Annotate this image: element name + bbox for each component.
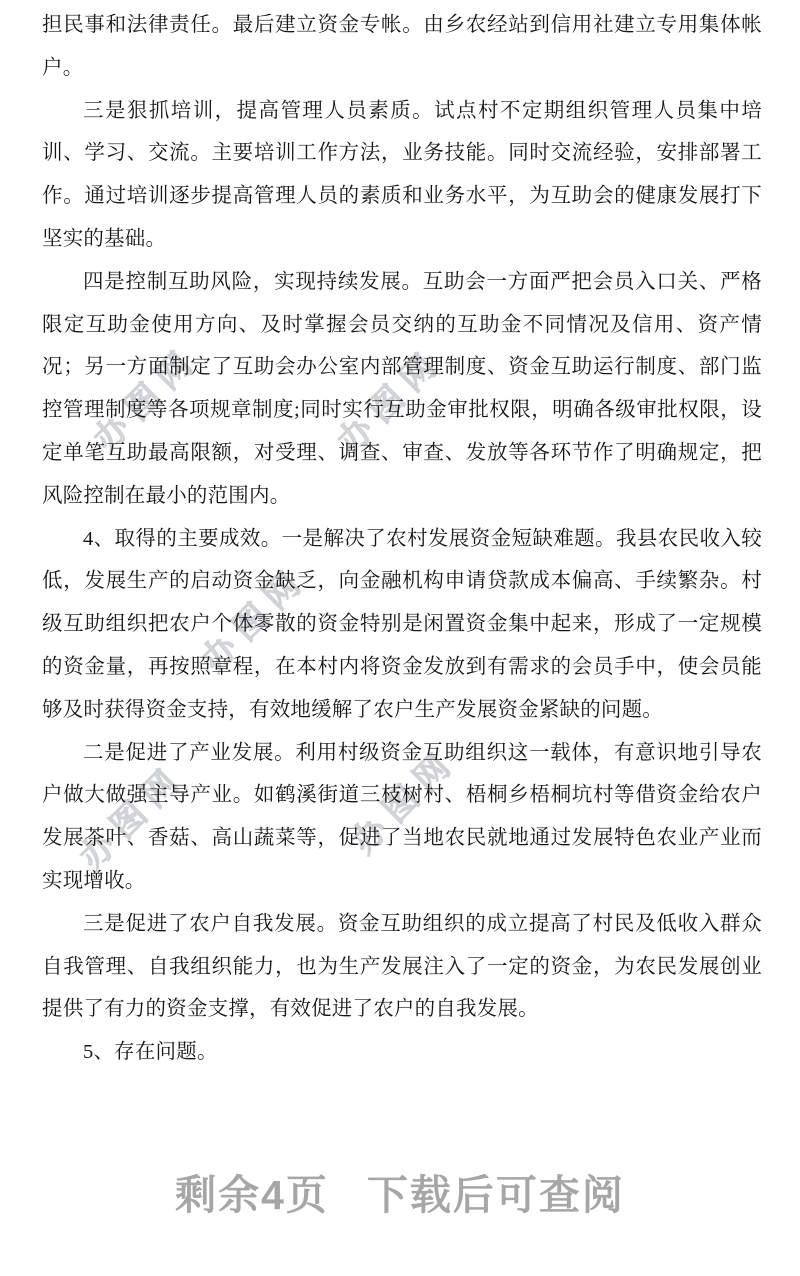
paragraph: 三是促进了农户自我发展。资金互助组织的成立提高了村民及低收入群众自我管理、自我组织能力，也为生产发展注入了一定的资金，为农民发展创业提供了有力的资金支撑，有效促进了农户的自我发展。 — [42, 912, 762, 1021]
paragraph: 担民事和法律责任。最后建立资金专帐。由乡农经站到信用社建立专用集体帐户。 — [42, 14, 762, 79]
document-body — [42, 4, 762, 1074]
paragraph: 三是狠抓培训，提高管理人员素质。试点村不定期组织管理人员集中培训、学习、交流。主要培训工作方法，业务技能。同时交流经验，安排部署工作。通过培训逐步提高管理人员的素质和业务水平，为互助会的健康发展打下坚实的基础。 — [42, 99, 762, 250]
site-watermark-text: 办图网 — [330, 340, 451, 462]
paragraph: 二是促进了产业发展。利用村级资金互助组织这一载体，有意识地引导农户做大做强主导产业。如鹤溪街道三枝树村、梧桐乡梧桐坑村等借资金给农户发展茶叶、香菇、高山蔬菜等，促进了当地农民就地通过发展特色农业产业而实现增收。 — [42, 741, 762, 892]
paragraph: 5、存在问题。 — [83, 1041, 218, 1064]
download-hint-label: 下载后可查阅 — [366, 1172, 625, 1218]
paragraph: 4、取得的主要成效。一是解决了农村发展资金短缺难题。我县农民收入较低，发展生产的启动资金缺乏，向金融机构申请贷款成本偏高、手续繁杂。村级互助组织把农户个体零散的资金特别是闲置资金集中起来，形成了一定规模的资金量，再按照章程，在本村内将资金发放到有需求的会员手中，使会员能够及时获得资金支持，有效地缓解了农户生产发展资金紧缺的问题。 — [42, 527, 762, 721]
site-watermark-text: 办图网 — [72, 756, 193, 878]
paragraph: 四是控制互助风险，实现持续发展。互助会一方面严把会员入口关、严格限定互助金使用方向、及时掌握会员交纳的互助金不同情况及信用、资产情况；另一方面制定了互助会办公室内部管理制度、资金互助运行制度、部门监控管理制度等各项规章制度;同时实行互助金审批权限，明确各级审批权限，设定单笔互助最高限额，对受理、调查、审查、发放等各环节作了明确规定，把风险控制在最小的范围内。 — [42, 270, 762, 507]
remaining-pages-label: 剩余4页 — [175, 1172, 329, 1218]
site-watermark-text: 办图网 — [194, 558, 315, 680]
site-watermark-text: 办图网 — [86, 338, 207, 460]
site-watermark-text: 办图网 — [344, 740, 465, 862]
preview-footer — [0, 1170, 800, 1220]
